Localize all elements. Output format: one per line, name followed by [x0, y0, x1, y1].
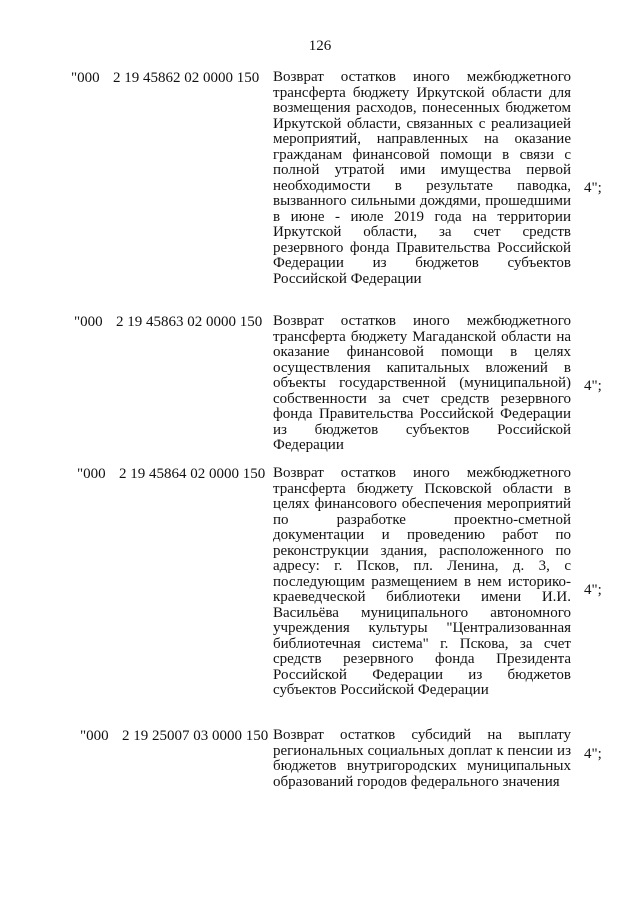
entry-description: Возврат остатков иного межбюджетного трансферта бюджету Псковской области в целях финансового обеспечения мероприятий по разработке проектно-сметной документации и проведению работ по реконструкции здания, расположенного по адресу: г. Псков, пл. Ленина, д. 3, с последующим размещением в нем историко-краеведческой библиотеки имени И.И. Васильёва муниципального автономного учреждения культуры "Централизованная библиотечная система" г. Пскова, за счет средств резервного фонда Президента Российской Федерации из бюджетов субъектов Российской Федерации [273, 465, 571, 698]
entry-description: Возврат остатков субсидий на выплату региональных социальных доплат к пенсии из бюджетов внутригородских муниципальных образований городов федерального значения [273, 727, 571, 790]
page-number: 126 [308, 38, 332, 54]
entry-description: Возврат остатков иного межбюджетного трансферта бюджету Магаданской области на оказание финансовой помощи в целях осуществления капитальных вложений в объекты государственной (муниципальной) собственности за счет средств резервного фонда Правительства Российской Федерации из бюджетов субъектов Российской Федерации [273, 313, 571, 453]
budget-classification-code: 2 19 45863 02 0000 150 [116, 314, 263, 330]
table-row [0, 466, 640, 722]
entry-suffix: 4"; [584, 378, 602, 394]
table-row [0, 70, 640, 310]
admin-code: "000 [74, 314, 103, 330]
admin-code: "000 [77, 466, 106, 482]
entry-suffix: 4"; [584, 746, 602, 762]
entry-suffix: 4"; [584, 180, 602, 196]
budget-classification-code: 2 19 45864 02 0000 150 [119, 466, 266, 482]
table-row [0, 728, 640, 794]
entry-suffix: 4"; [584, 582, 602, 598]
table-row [0, 314, 640, 464]
budget-classification-code: 2 19 25007 03 0000 150 [122, 728, 269, 744]
admin-code: "000 [71, 70, 100, 86]
entry-description: Возврат остатков иного межбюджетного трансферта бюджету Иркутской области для возмещения расходов, понесенных бюджетом Иркутской области, связанных с реализацией мероприятий, направленных на оказание гражданам финансовой помощи в связи с полной утратой ими имущества первой необходимости в результате паводка, вызванного сильными дождями, прошедшими в июне - июле 2019 года на территории Иркутской области, за счет средств резервного фонда Правительства Российской Федерации из бюджетов субъектов Российской Федерации [273, 69, 571, 287]
budget-classification-code: 2 19 45862 02 0000 150 [113, 70, 260, 86]
admin-code: "000 [80, 728, 109, 744]
